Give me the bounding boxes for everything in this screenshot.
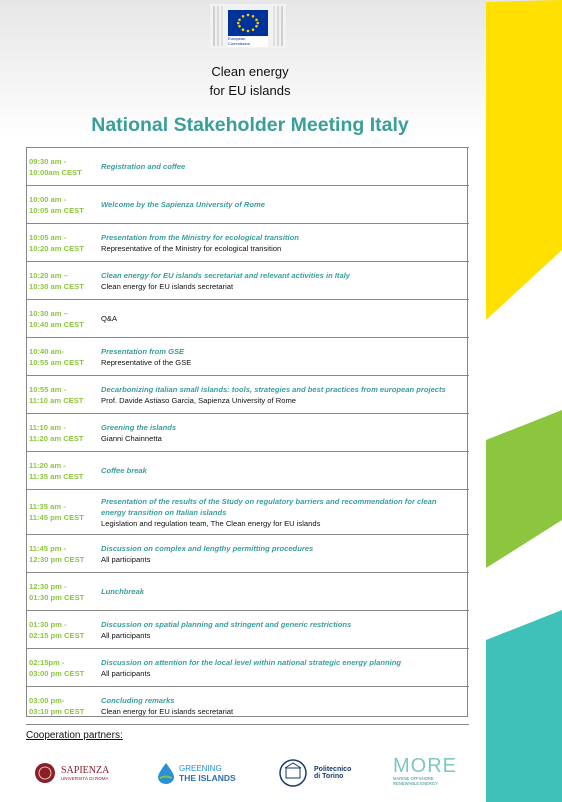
sapienza-seal-icon (34, 762, 56, 784)
european-commission-logo (210, 4, 286, 48)
agenda-time: 10:20 am – 10:30 am CEST (26, 262, 97, 300)
agenda-speaker: Gianni Chainnetta (101, 433, 162, 443)
agenda-time: 12:30 pm - 01:30 pm CEST (26, 573, 97, 611)
agenda-session-title: Presentation of the results of the Study on regulatory barriers and recommendation for clean energy transition on Italian islands (101, 496, 437, 517)
partner-greening-islands (156, 756, 236, 790)
agenda-time: 10:55 am - 11:10 am CEST (26, 376, 97, 414)
agenda-description (97, 573, 469, 611)
agenda-description (97, 338, 469, 376)
green-stripe (486, 410, 562, 568)
agenda-time: 10:40 am- 10:55 am CEST (26, 338, 97, 376)
agenda-speaker: Clean energy for EU islands secretariat (101, 706, 234, 716)
agenda-description (97, 490, 469, 535)
partner-more-sub: MARINE OFFSHORE RENEWABLE ENERGY (393, 776, 438, 786)
agenda-row (26, 186, 469, 224)
agenda-row (26, 148, 469, 186)
agenda-description (97, 535, 469, 573)
partner-more (393, 756, 457, 790)
agenda-description (97, 376, 469, 414)
agenda-time: 11:10 am - 11:20 am CEST (26, 414, 97, 452)
agenda-description (97, 224, 469, 262)
agenda-row (26, 490, 469, 535)
agenda-row (26, 338, 469, 376)
agenda-speaker: Representative of the Ministry for ecological transition (101, 243, 282, 253)
agenda-speaker: Representative of the GSE (101, 357, 192, 367)
partner-more-name: MORE (393, 755, 457, 777)
agenda-description (97, 649, 469, 687)
partner-politecnico-torino (276, 756, 351, 790)
agenda-time: 11:45 pm - 12:30 pm CEST (26, 535, 97, 573)
yellow-stripe (486, 0, 562, 320)
agenda-description (97, 452, 469, 490)
partner-politecnico-sub: di Torino (314, 773, 344, 780)
agenda-time: 10:30 am – 10:40 am CEST (26, 300, 97, 338)
agenda-session-title: Coffee break (101, 466, 147, 475)
agenda-session-title: Presentation from the Ministry for ecological transition (101, 232, 299, 242)
agenda-session-title: Discussion on complex and lengthy permitting procedures (101, 543, 314, 553)
agenda-row (26, 611, 469, 649)
agenda-speaker: All participants (101, 630, 151, 640)
logo-label-line1: European (228, 36, 246, 41)
agenda-description (97, 611, 469, 649)
decorative-stripes (484, 0, 562, 802)
agenda-session-title: Lunchbreak (101, 587, 145, 596)
agenda-time: 02:15pm - 03:00 pm CEST (26, 649, 97, 687)
partner-greening-sub: THE ISLANDS (179, 772, 236, 783)
agenda-row (26, 414, 469, 452)
agenda-row (26, 649, 469, 687)
teal-stripe (486, 610, 562, 802)
agenda-row (26, 376, 469, 414)
politecnico-seal-icon (276, 758, 310, 788)
agenda-time: 10:05 am - 10:20 am CEST (26, 224, 97, 262)
agenda-session-title: Greening the islands (101, 422, 177, 432)
agenda-session-title: Concluding remarks (101, 695, 175, 705)
logo-label-line2: Commission (228, 40, 251, 46)
partner-greening-name: GREENING (179, 763, 222, 773)
agenda-description (97, 300, 469, 338)
partner-sapienza-name: SAPIENZA (61, 765, 110, 776)
agenda-speaker: Q&A (101, 314, 118, 323)
agenda-session-title: Presentation from GSE (101, 346, 185, 356)
agenda-session-title: Decarbonizing italian small islands: tools, strategies and best practices from european projects (101, 384, 446, 394)
agenda-row (26, 452, 469, 490)
agenda-row (26, 262, 469, 300)
partner-sapienza-sub: UNIVERSITÀ DI ROMA (61, 776, 109, 781)
agenda-description (97, 414, 469, 452)
agenda-speaker: Prof. Davide Astiaso Garcia, Sapienza University of Rome (101, 395, 296, 405)
agenda-speaker: Clean energy for EU islands secretariat (101, 281, 234, 291)
agenda-session-title: Discussion on spatial planning and stringent and generic restrictions (101, 619, 352, 629)
agenda-time: 03:00 pm- 03:10 pm CEST (26, 687, 97, 725)
water-drop-icon (156, 762, 176, 784)
cooperation-label: Cooperation partners: (26, 730, 123, 741)
subtitle-line2: for EU islands (209, 83, 291, 98)
agenda-time: 01:30 pm - 02:15 pm CEST (26, 611, 97, 649)
agenda-description (97, 148, 469, 186)
agenda-row (26, 573, 469, 611)
agenda-time: 09:30 am - 10:00am CEST (26, 148, 97, 186)
partner-sapienza (34, 756, 109, 790)
agenda-session-title: Clean energy for EU islands secretariat and relevant activities in Italy (101, 270, 351, 280)
agenda-row (26, 687, 469, 725)
agenda-row (26, 300, 469, 338)
agenda-time: 11:20 am - 11:35 am CEST (26, 452, 97, 490)
agenda-session-title: Discussion on attention for the local level within national strategic energy planning (101, 657, 401, 667)
page-title: National Stakeholder Meeting Italy (91, 114, 409, 136)
agenda-description (97, 687, 469, 725)
agenda-speaker: All participants (101, 668, 151, 678)
agenda-time: 10:00 am - 10:05 am CEST (26, 186, 97, 224)
agenda-description (97, 262, 469, 300)
agenda-row (26, 535, 469, 573)
agenda-row (26, 224, 469, 262)
agenda-time: 11:35 am - 11:45 pm CEST (26, 490, 97, 535)
agenda-speaker: Legislation and regulation team, The Clean energy for EU islands (101, 518, 321, 528)
partner-politecnico-name: Politecnico (314, 766, 352, 773)
subtitle-line1: Clean energy (211, 64, 289, 79)
agenda-speaker: All participants (101, 554, 151, 564)
agenda-session-title: Registration and coffee (101, 162, 186, 171)
agenda-description (97, 186, 469, 224)
agenda-session-title: Welcome by the Sapienza University of Rome (101, 200, 266, 209)
